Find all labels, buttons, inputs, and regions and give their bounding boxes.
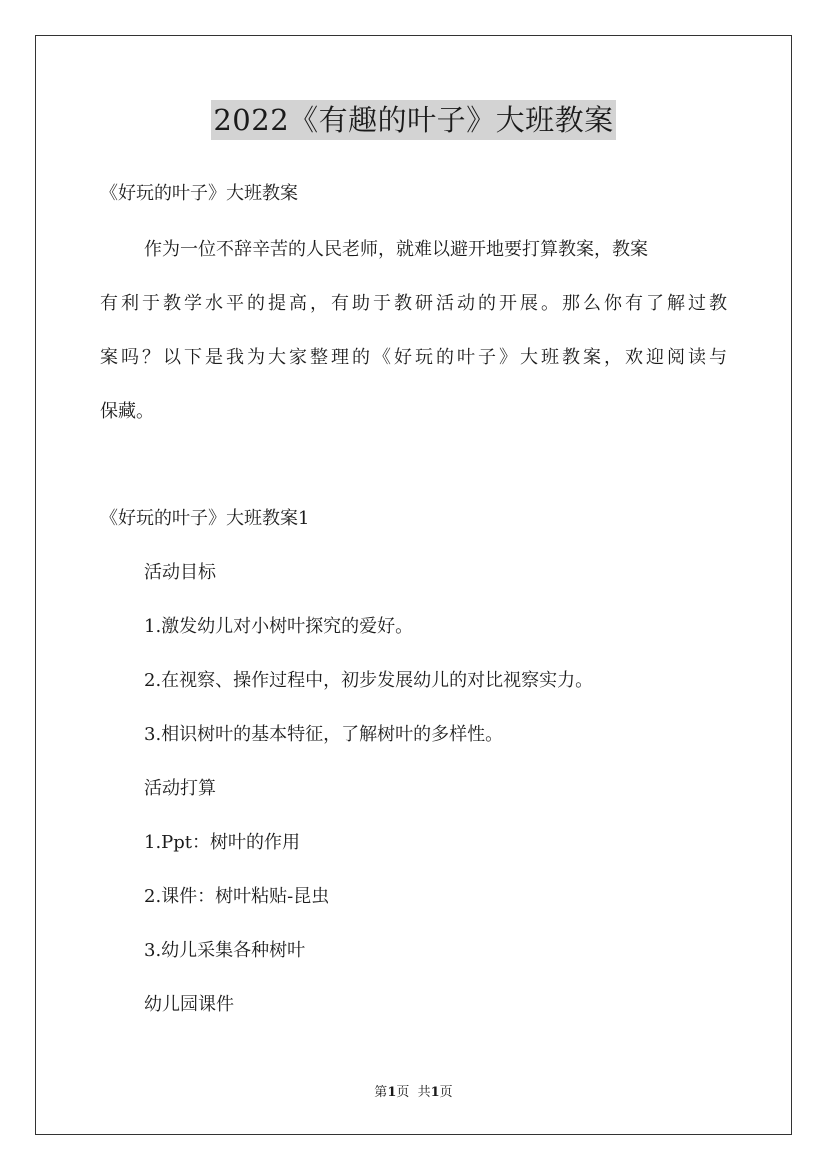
footer-page-current: 1 <box>387 1085 397 1100</box>
footer-page-total: 1 <box>430 1085 440 1100</box>
prep-item-2: 2.课件：树叶粘贴-昆虫 <box>144 886 330 907</box>
footer-label-b: 页 共 <box>396 1085 431 1100</box>
goal-item-3: 3.相识树叶的基本特征，了解树叶的多样性。 <box>144 724 504 745</box>
trailing-text: 幼儿园课件 <box>144 994 234 1015</box>
footer-label-a: 第 <box>374 1085 388 1100</box>
prep-item-3: 3.幼儿采集各种树叶 <box>144 940 306 961</box>
intro-line-1: 作为一位不辞辛苦的人民老师，就难以避开地要打算教案，教案 <box>144 239 648 260</box>
footer-label-c: 页 <box>439 1085 453 1100</box>
page-footer <box>0 1084 827 1102</box>
prep-heading: 活动打算 <box>144 778 216 799</box>
intro-line-3: 案吗？以下是我为大家整理的《好玩的叶子》大班教案，欢迎阅读与 <box>100 347 727 368</box>
section-heading: 《好玩的叶子》大班教案1 <box>100 508 310 529</box>
prep-item-1: 1.Ppt：树叶的作用 <box>144 832 301 853</box>
goal-item-1: 1.激发幼儿对小树叶探究的爱好。 <box>144 616 414 637</box>
goal-item-2: 2.在视察、操作过程中，初步发展幼儿的对比视察实力。 <box>144 670 594 691</box>
goals-heading: 活动目标 <box>144 562 216 583</box>
subtitle: 《好玩的叶子》大班教案 <box>100 183 298 204</box>
document-title: 2022《有趣的叶子》大班教案 <box>211 100 615 140</box>
intro-line-2: 有利于教学水平的提高，有助于教研活动的开展。那么你有了解过教 <box>100 293 727 314</box>
intro-line-4: 保藏。 <box>100 401 154 422</box>
title-container <box>0 100 827 140</box>
